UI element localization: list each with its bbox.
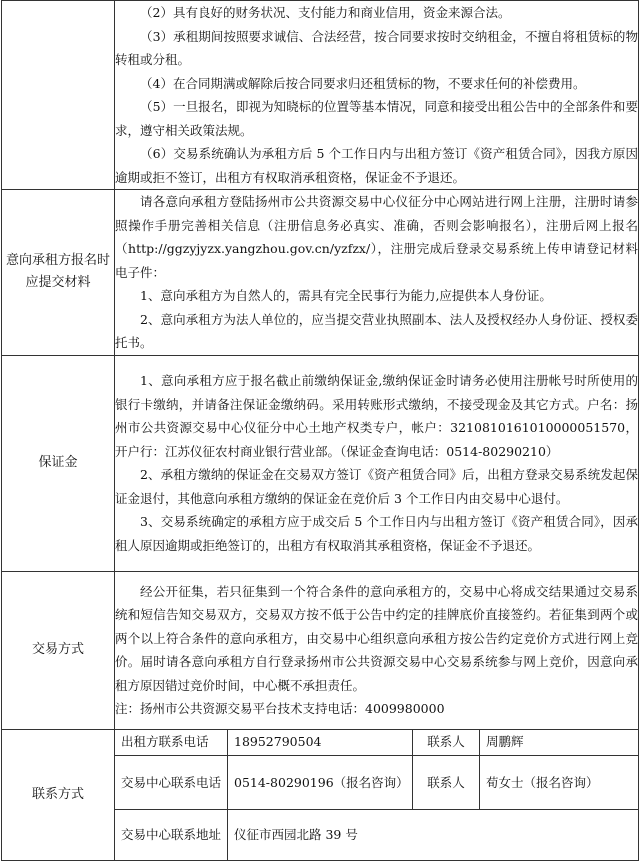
contact-field-value: 18952790504 (228, 730, 413, 756)
contact-person-value: 荀女士（报名咨询） (480, 756, 639, 810)
conditions-content (115, 1, 639, 190)
contact-content (115, 729, 639, 860)
contact-person-label: 联系人 (413, 756, 480, 810)
conditions-row (2, 1, 639, 190)
deposit-item: 2、承租方缴纳的保证金在交易双方签订《资产租赁合同》后，出租方登录交易系统发起保证金退付，其他意向承租方缴纳的保证金在竞价后 3 个工作日内由交易中心退付。 (115, 467, 638, 506)
deposit-label: 保证金 (2, 355, 115, 571)
method-row (2, 571, 639, 729)
contact-row (2, 729, 639, 860)
condition-item: （4）在合同期满或解除后按合同要求归还租赁标的物，不要求任何的补偿费用。 (140, 75, 586, 91)
method-text: 经公开征集，若只征集到一个符合条件的意向承租方的，交易中心将成交结果通过交易系统和短信告知交易双方，交易双方按不低于公告中约定的挂牌底价直接签约。若征集到两个或两个以上符合条件的意向承租方，由交易中心组织意向承租方按公告约定竞价方式进行网上竞价。届时请各意向承租方自行登录扬州市公共资源交易中心交易系统参与网上竞价，因意向承租方原因错过竞价时间，中心概不承担责任。 (115, 583, 638, 693)
method-content (115, 571, 639, 729)
contact-row-landlord (115, 730, 638, 756)
conditions-label-cell (2, 1, 115, 190)
contact-field-label: 交易中心联系电话 (115, 756, 228, 810)
contact-row-center-phone (115, 756, 638, 810)
contact-person-label: 联系人 (413, 730, 480, 756)
contact-field-label: 交易中心联系地址 (115, 810, 228, 860)
contact-table (115, 730, 638, 860)
condition-item: （3）承租期间按照要求诚信、合法经营，按合同要求按时交纳租金，不擅自将租赁标的物转租或分租。 (115, 28, 638, 67)
condition-item: （5）一旦报名，即视为知晓标的位置等基本情况，同意和接受出租公告中的全部条件和要求，遵守相关政策法规。 (115, 99, 638, 138)
method-note: 注：扬州市公共资源交易平台技术支持电话：4009980000 (115, 701, 445, 716)
materials-row (2, 190, 639, 356)
materials-intro: 请各意向承租方登陆扬州市公共资源交易中心仪征分中心网站进行网上注册，注册时请参照操作手册完善相关信息（注册信息务必真实、准确，否则会影响报名），注册后网上报名（http://ggzyjyzx.yangzhou.gov.cn/yzfzx/），注册完成后登录交易系统上传申请登记材料电子件： (115, 194, 638, 280)
deposit-item: 3、交易系统确定的承租方应于成交后 5 个工作日内与出租方签订《资产租赁合同》，因承租人原因逾期或拒绝签订的，出租方有权取消其承租资格，保证金不予退还。 (115, 514, 638, 553)
materials-content (115, 190, 639, 356)
materials-label: 意向承租方报名时应提交材料 (2, 190, 115, 356)
deposit-content (115, 355, 639, 571)
condition-item: （2）具有良好的财务状况、支付能力和商业信用，资金来源合法。 (140, 5, 511, 20)
condition-item: （6）交易系统确认为承租方后 5 个工作日内与出租方签订《资产租赁合同》，因我方原因逾期或拒不签订，出租方有权取消承租资格，保证金不予退还。 (115, 146, 638, 185)
method-label: 交易方式 (2, 571, 115, 729)
deposit-item: 1、意向承租方应于报名截止前缴纳保证金,缴纳保证金时请务必使用注册帐号时所使用的银行卡缴纳，并请备注保证金缴纳码。采用转账形式缴纳，不接受现金及其它方式。户名：扬州市公共资源交易中心仪征分中心土地产权类专户，帐户：3210810161010000051570，开户行：江苏仪征农村商业银行营业部。（保证金查询电话：0514-80290210） (115, 373, 638, 459)
materials-item: 1、意向承租方为自然人的，需具有完全民事行为能力,应提供本人身份证。 (140, 288, 552, 303)
contact-address-value: 仪征市西园北路 39 号 (228, 810, 639, 860)
lease-notice-table (1, 0, 639, 861)
contact-field-value: 0514-80290196（报名咨询） (228, 756, 413, 810)
contact-field-label: 出租方联系电话 (115, 730, 228, 756)
contact-row-center-address (115, 810, 638, 860)
contact-person-value: 周鹏辉 (480, 730, 639, 756)
deposit-row (2, 355, 639, 571)
contact-label: 联系方式 (2, 729, 115, 860)
materials-item: 2、意向承租方为法人单位的，应当提交营业执照副本、法人及授权经办人身份证、授权委托书。 (115, 311, 638, 350)
